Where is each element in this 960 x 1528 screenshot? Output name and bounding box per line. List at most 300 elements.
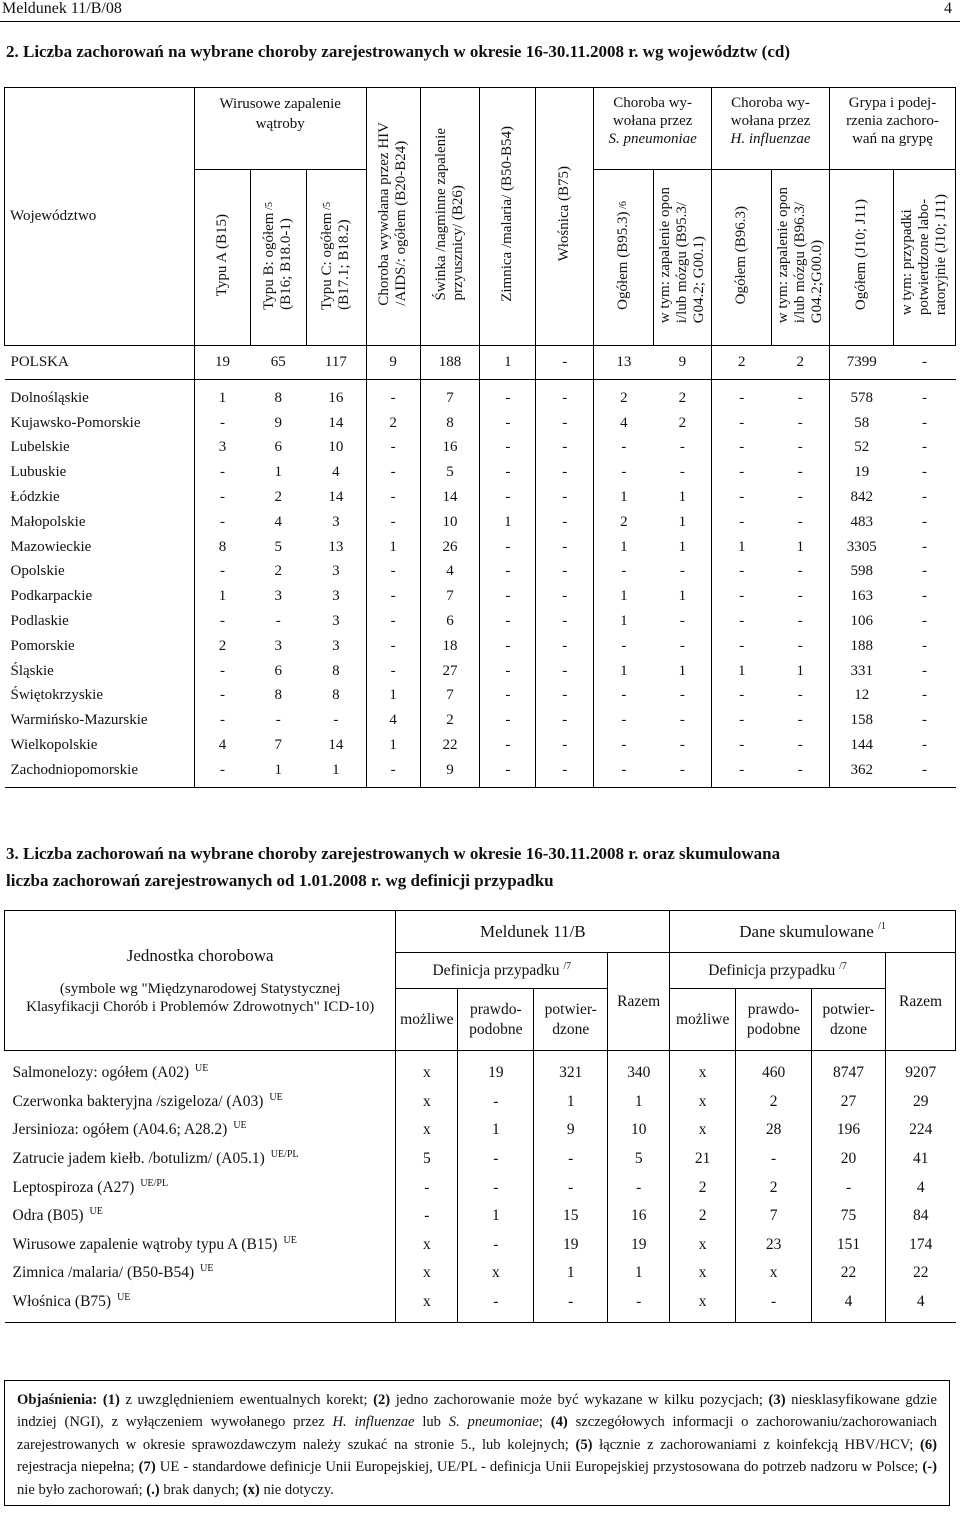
section2-title: 2. Liczba zachorowań na wybrane choroby zarejestrowanych w okresie 16-30.11.2008 r. wg województw (cd): [6, 42, 790, 61]
cell-value: x: [736, 1259, 812, 1288]
cell-value: -: [480, 560, 536, 585]
cell-value: -: [536, 510, 594, 535]
cell-value: 10: [608, 1116, 670, 1145]
cell-value: 8: [332, 687, 340, 704]
cell-value: 196: [812, 1116, 886, 1145]
cell-value: 21: [670, 1145, 736, 1174]
region-name: Wielkopolskie: [10, 737, 98, 754]
spacer-row: [5, 1051, 956, 1060]
cell-value: -: [679, 737, 685, 754]
cell-value: -: [797, 489, 803, 506]
region-name: Zachodniopomorskie: [5, 758, 195, 787]
cell-value: 3: [332, 637, 340, 654]
table-row: [5, 1231, 956, 1260]
cell-value: -: [536, 684, 594, 709]
cell-value: 41: [886, 1145, 956, 1174]
cell-value: 1: [608, 1259, 670, 1288]
table-row: [5, 1259, 956, 1288]
cell-value: 2: [736, 1088, 812, 1117]
table-row: [5, 1173, 956, 1202]
cell-value: 460: [736, 1059, 812, 1088]
col-jednostka: Jednostka chorobowa (symbole wg "Międzynarodowej Statystycznej Klasyfikacji Chorób i Problemów Zdrowotnych" ICD-10): [5, 911, 396, 1051]
bulletin-id: Meldunek 11/B/08: [2, 0, 122, 17]
cell-value: 1: [366, 733, 420, 758]
cell-value: 6: [274, 439, 282, 456]
cell-value: 14: [328, 414, 344, 431]
cell-value: -: [194, 460, 250, 485]
col-typ-b: Typu B: ogółem $^{/5}$ (B16; B18.0-1): [250, 170, 306, 346]
disease-name: Zatrucie jadem kiełb. /botulizm/ (A05.1) $^{UE/PL}$: [12, 1149, 299, 1168]
polska-row: [5, 346, 956, 380]
region-name: Łódzkie: [10, 489, 60, 506]
cell-value: 28: [736, 1116, 812, 1145]
cell-value: -: [594, 708, 654, 733]
cell-value: -: [921, 563, 927, 580]
cell-value: 1: [594, 609, 654, 634]
page-number: 4: [944, 0, 952, 17]
cell-value: -: [480, 460, 536, 485]
cell-value: 224: [886, 1116, 956, 1145]
cell-value: 158: [829, 708, 893, 733]
cell-value: -: [480, 436, 536, 461]
disease-name: Czerwonka bakteryjna /szigeloza/ (A03) $^{UE}$: [12, 1091, 283, 1110]
section3-title: 3. Liczba zachorowań na wybrane choroby zarejestrowanych w okresie 16-30.11.2008 r. oraz skumulowana liczba zachorowań zarejestrowanych od 1.01.2008 r. wg definicji przypadku: [6, 844, 781, 890]
cell-value: 2: [670, 1202, 736, 1231]
cell-value: 18: [420, 634, 480, 659]
table-row: [5, 1145, 956, 1174]
cell-value: -: [480, 758, 536, 787]
table-row: [5, 411, 956, 436]
cell-value: -: [366, 758, 420, 787]
cell-value: 2: [772, 346, 830, 380]
cell-value: 1: [458, 1116, 534, 1145]
cell-value: -: [366, 436, 420, 461]
region-name: Śląskie: [10, 662, 54, 679]
cell-value: -: [712, 436, 772, 461]
cell-value: -: [366, 609, 420, 634]
cell-value: -: [921, 737, 927, 754]
cell-value: -: [366, 460, 420, 485]
cell-value: 8: [420, 411, 480, 436]
col-spn-ogolem: Ogółem (B95.3) $^{/6}$: [594, 170, 654, 346]
cell-value: 1: [594, 485, 654, 510]
cell-value: 58: [829, 411, 893, 436]
cell-value: 7399: [829, 346, 893, 380]
cell-value: -: [736, 1145, 812, 1174]
cell-value: 16: [420, 436, 480, 461]
table-row: [5, 634, 956, 659]
cell-value: -: [712, 584, 772, 609]
disease-name: Leptospiroza (A27) $^{UE/PL}$: [12, 1177, 169, 1196]
cell-value: -: [712, 411, 772, 436]
cell-value: 65: [250, 346, 306, 380]
cell-value: 1: [306, 758, 366, 787]
cell-value: 321: [534, 1059, 608, 1088]
region-name: Lubelskie: [10, 439, 70, 456]
cell-value: 1: [608, 1088, 670, 1117]
cell-value: 1: [480, 346, 536, 380]
cell-value: -: [712, 560, 772, 585]
cell-value: 3: [274, 637, 282, 654]
cell-value: -: [536, 386, 594, 411]
col-wojewodztwo: Województwo: [5, 88, 195, 346]
cell-value: -: [366, 510, 420, 535]
cell-value: 19: [608, 1231, 670, 1260]
cell-value: -: [594, 758, 654, 787]
table-row: [5, 609, 956, 634]
cell-value: -: [712, 708, 772, 733]
cell-value: 13: [328, 538, 344, 555]
notes-box: Objaśnienia: (1) z uwzględnieniem ewentualnych korekt; (2) jedno zachorowanie może być wykazane w kilku pozycjach; (3) niesklasyfikowane gdzie indziej (NGI), z wyłączeniem wywołanego przez H. influenzae lub S. pneumoniae; (4) szczegółowych informacji o zachorowaniu/zachorowaniach zarejestrowanych w okresie sprawozdawczym należy szukać na stronie 5., lub kolejnych; (5) łącznie z zachorowaniami z koinfekcją HBV/HCV; (6) rejestracja niepełna; (7) UE - standardowe definicje Unii Europejskiej, UE/PL - definicja Unii Europejskiej przystosowana do potrzeb nadzoru w Polsce; (-) nie było zachorowań; (.) brak danych; (x) nie dotyczy.: [4, 1380, 950, 1506]
cell-value: -: [772, 758, 830, 787]
cell-value: -: [679, 687, 685, 704]
cell-value: 9: [366, 346, 420, 380]
table-row: [5, 1202, 956, 1231]
region-name: Dolnośląskie: [10, 389, 89, 406]
col-hib-ogolem: Ogółem (B96.3): [712, 170, 772, 346]
cell-value: 8: [274, 389, 282, 406]
table-row: [5, 758, 956, 787]
cell-value: 3: [194, 436, 250, 461]
cell-value: -: [921, 538, 927, 555]
col-razem: Razem: [608, 953, 670, 1051]
col-spn-wtym: w tym: zapalenie opon i/lub mózgu (B95.3/ G04.2; G00.1): [654, 170, 712, 346]
cell-value: 1: [678, 662, 687, 679]
cell-value: 3305: [829, 535, 893, 560]
table-row: [5, 1059, 956, 1088]
cell-value: 8: [332, 662, 340, 679]
table-row: [5, 460, 956, 485]
cell-value: 1: [678, 513, 687, 530]
cell-value: 163: [829, 584, 893, 609]
cell-value: -: [594, 684, 654, 709]
cell-value: 174: [886, 1231, 956, 1260]
cell-value: x: [396, 1116, 458, 1145]
col-typ-c: Typu C: ogółem $^{/5}$ (B17.1; B18.2): [306, 170, 366, 346]
cell-value: 1: [194, 386, 250, 411]
cell-value: -: [921, 439, 927, 456]
table-row: [5, 1116, 956, 1145]
cell-value: -: [534, 1145, 608, 1174]
table-row: [5, 436, 956, 461]
cell-value: 4: [194, 733, 250, 758]
cell-value: x: [396, 1259, 458, 1288]
cell-value: 23: [736, 1231, 812, 1260]
cell-value: -: [921, 637, 927, 654]
cell-value: 14: [420, 485, 480, 510]
col-prawdopodobne-cum: prawdo-podobne: [736, 989, 812, 1051]
cell-value: 1: [458, 1202, 534, 1231]
cell-value: -: [712, 485, 772, 510]
cell-value: 144: [829, 733, 893, 758]
cell-value: -: [679, 613, 685, 630]
cell-value: 3: [274, 588, 282, 605]
cell-value: -: [333, 712, 339, 729]
cell-value: 3: [332, 613, 340, 630]
cell-value: 10: [328, 439, 344, 456]
cell-value: -: [480, 659, 536, 684]
table-case-definitions: [4, 910, 956, 1323]
cell-value: -: [893, 346, 955, 380]
cell-value: 1: [594, 535, 654, 560]
cell-value: 4: [812, 1288, 886, 1323]
col-prawdopodobne: prawdo-podobne: [458, 989, 534, 1051]
cell-value: 4: [420, 560, 480, 585]
cell-value: 2: [678, 414, 687, 431]
page-header: [0, 0, 960, 22]
cell-value: 362: [829, 758, 893, 787]
cell-value: -: [797, 712, 803, 729]
cell-value: 2: [678, 389, 687, 406]
cell-value: -: [712, 684, 772, 709]
cell-value: 52: [829, 436, 893, 461]
col-potwierdzone: potwier-dzone: [534, 989, 608, 1051]
cell-value: 3: [332, 563, 340, 580]
cell-value: -: [797, 389, 803, 406]
cell-value: 4: [332, 464, 340, 481]
cell-value: -: [921, 464, 927, 481]
cell-value: 340: [608, 1059, 670, 1088]
grp-def-meldunek: Definicja przypadku $^{/7}$: [396, 953, 608, 989]
cell-value: -: [712, 758, 772, 787]
col-wlosnica: Włośnica (B75): [536, 88, 594, 346]
cell-value: 8: [274, 687, 282, 704]
region-name: Pomorskie: [10, 637, 75, 654]
disease-name: Jersinioza: ogółem (A04.6; A28.2) $^{UE}$: [12, 1120, 247, 1139]
cell-value: 2: [366, 411, 420, 436]
cell-value: 4: [886, 1288, 956, 1323]
disease-name: Zimnica /malaria/ (B50-B54) $^{UE}$: [12, 1263, 214, 1282]
cell-value: -: [921, 414, 927, 431]
cell-value: -: [534, 1288, 608, 1323]
cell-value: -: [921, 613, 927, 630]
grp-meldunek: Meldunek 11/B: [396, 911, 670, 953]
cell-value: 1: [796, 538, 804, 555]
cell-value: 1: [594, 584, 654, 609]
cell-value: 8747: [812, 1059, 886, 1088]
col-mozliwe-cum: możliwe: [670, 989, 736, 1051]
col-mozliwe: możliwe: [396, 989, 458, 1051]
cell-value: x: [670, 1259, 736, 1288]
cell-value: 19: [534, 1231, 608, 1260]
cell-value: 26: [420, 535, 480, 560]
cell-value: 1: [534, 1088, 608, 1117]
cell-value: 15: [534, 1202, 608, 1231]
cell-value: -: [594, 460, 654, 485]
cell-value: 9: [534, 1116, 608, 1145]
cell-value: 19: [458, 1059, 534, 1088]
cell-value: -: [194, 684, 250, 709]
cell-value: -: [712, 609, 772, 634]
cell-value: x: [396, 1059, 458, 1088]
table-row: [5, 1088, 956, 1117]
cell-value: x: [458, 1259, 534, 1288]
table-row: [5, 584, 956, 609]
table-row: [5, 560, 956, 585]
cell-value: -: [797, 613, 803, 630]
cell-value: 188: [829, 634, 893, 659]
cell-value: -: [396, 1173, 458, 1202]
cell-value: -: [480, 609, 536, 634]
cell-value: -: [797, 464, 803, 481]
cell-value: -: [679, 439, 685, 456]
cell-value: 598: [829, 560, 893, 585]
cell-value: -: [536, 609, 594, 634]
cell-value: -: [594, 634, 654, 659]
cell-value: 19: [829, 460, 893, 485]
cell-value: 9207: [886, 1059, 956, 1088]
cell-value: -: [797, 588, 803, 605]
cell-value: -: [480, 485, 536, 510]
cell-value: 7: [420, 584, 480, 609]
cell-value: -: [194, 659, 250, 684]
cell-value: 6: [420, 609, 480, 634]
cell-value: -: [480, 535, 536, 560]
cell-value: 1: [594, 659, 654, 684]
cell-value: 8: [194, 535, 250, 560]
cell-value: 4: [274, 513, 282, 530]
cell-value: -: [194, 560, 250, 585]
cell-value: 2: [736, 1173, 812, 1202]
cell-value: -: [679, 637, 685, 654]
grp-spneumoniae: Choroba wy- wołana przez S. pneumoniae: [594, 88, 712, 170]
table-row: [5, 684, 956, 709]
cell-value: 9: [274, 414, 282, 431]
cell-value: 22: [812, 1259, 886, 1288]
table-row: [5, 510, 956, 535]
disease-name: Włośnica (B75) $^{UE}$: [5, 1288, 396, 1323]
col-hib-wtym: w tym: zapalenie opon i/lub mózgu (B96.3/ G04.2;G00.0): [772, 170, 830, 346]
grp-def-dane: Definicja przypadku $^{/7}$: [670, 953, 886, 989]
cell-value: -: [679, 712, 685, 729]
cell-value: 578: [829, 386, 893, 411]
cell-value: 9: [420, 758, 480, 787]
cell-value: -: [366, 584, 420, 609]
cell-value: 188: [420, 346, 480, 380]
cell-value: 2: [670, 1173, 736, 1202]
cell-value: -: [366, 634, 420, 659]
cell-value: 2: [194, 634, 250, 659]
cell-value: x: [396, 1288, 458, 1323]
cell-value: x: [396, 1231, 458, 1260]
cell-value: 1: [366, 684, 420, 709]
cell-value: -: [480, 684, 536, 709]
cell-value: -: [536, 485, 594, 510]
table-row: [5, 733, 956, 758]
cell-value: 2: [594, 386, 654, 411]
cell-value: -: [921, 588, 927, 605]
disease-name: Salmonelozy: ogółem (A02) $^{UE}$: [12, 1063, 209, 1082]
cell-value: 3: [332, 513, 340, 530]
cell-value: -: [797, 414, 803, 431]
cell-value: -: [608, 1288, 670, 1323]
cell-value: x: [670, 1088, 736, 1117]
cell-value: -: [275, 712, 281, 729]
cell-value: -: [194, 411, 250, 436]
cell-value: 106: [829, 609, 893, 634]
cell-value: 5: [274, 538, 282, 555]
cell-value: 19: [194, 346, 250, 380]
cell-value: 16: [608, 1202, 670, 1231]
cell-value: -: [921, 513, 927, 530]
cell-value: -: [480, 386, 536, 411]
cell-value: 1: [274, 464, 282, 481]
cell-value: 1: [250, 758, 306, 787]
cell-value: -: [812, 1173, 886, 1202]
cell-value: 1: [678, 489, 687, 506]
cell-value: 1: [678, 538, 687, 555]
region-name: Małopolskie: [10, 513, 86, 530]
cell-value: 1: [796, 662, 804, 679]
table-row: [5, 708, 956, 733]
cell-value: 2: [594, 510, 654, 535]
cell-value: -: [712, 460, 772, 485]
cell-value: 22: [420, 733, 480, 758]
cell-value: -: [797, 687, 803, 704]
cell-value: x: [670, 1288, 736, 1323]
region-name: Warmińsko-Mazurskie: [10, 712, 148, 729]
cell-value: -: [536, 436, 594, 461]
cell-value: -: [366, 485, 420, 510]
cell-value: 1: [712, 535, 772, 560]
cell-value: 9: [654, 346, 712, 380]
cell-value: 4: [366, 708, 420, 733]
cell-value: -: [921, 662, 927, 679]
cell-value: 20: [812, 1145, 886, 1174]
cell-value: -: [797, 563, 803, 580]
grp-wzw: Wirusowe zapalenie wątroby: [194, 88, 366, 170]
cell-value: x: [670, 1116, 736, 1145]
cell-value: 2: [274, 489, 282, 506]
cell-value: -: [536, 411, 594, 436]
cell-value: 2: [712, 346, 772, 380]
cell-value: -: [712, 634, 772, 659]
cell-value: 84: [886, 1202, 956, 1231]
region-name: Opolskie: [10, 563, 65, 580]
table-row: [5, 485, 956, 510]
col-grypa-ogolem: Ogółem (J10; J11): [829, 170, 893, 346]
cell-value: -: [194, 708, 250, 733]
cell-value: 13: [594, 346, 654, 380]
cell-value: -: [480, 733, 536, 758]
cell-value: x: [670, 1059, 736, 1088]
cell-value: -: [458, 1288, 534, 1323]
cell-value: -: [797, 439, 803, 456]
cell-value: -: [921, 687, 927, 704]
cell-value: 10: [420, 510, 480, 535]
cell-value: -: [366, 386, 420, 411]
cell-value: 7: [420, 684, 480, 709]
cell-value: -: [366, 560, 420, 585]
cell-value: 27: [812, 1088, 886, 1117]
cell-value: -: [458, 1231, 534, 1260]
cell-value: 5: [420, 460, 480, 485]
cell-value: -: [458, 1145, 534, 1174]
cell-value: 75: [812, 1202, 886, 1231]
cell-value: -: [797, 513, 803, 530]
cell-value: 5: [608, 1145, 670, 1174]
cell-value: 483: [829, 510, 893, 535]
cell-value: 12: [829, 684, 893, 709]
region-name: Lubuskie: [10, 464, 67, 481]
cell-value: -: [797, 637, 803, 654]
col-hiv: Choroba wywołana przez HIV /AIDS/: ogółem (B20-B24): [366, 88, 420, 346]
cell-value: -: [458, 1088, 534, 1117]
cell-value: 1: [678, 588, 687, 605]
col-typ-a: Typu A (B15): [194, 170, 250, 346]
cell-value: 1: [534, 1259, 608, 1288]
cell-value: 5: [396, 1145, 458, 1174]
